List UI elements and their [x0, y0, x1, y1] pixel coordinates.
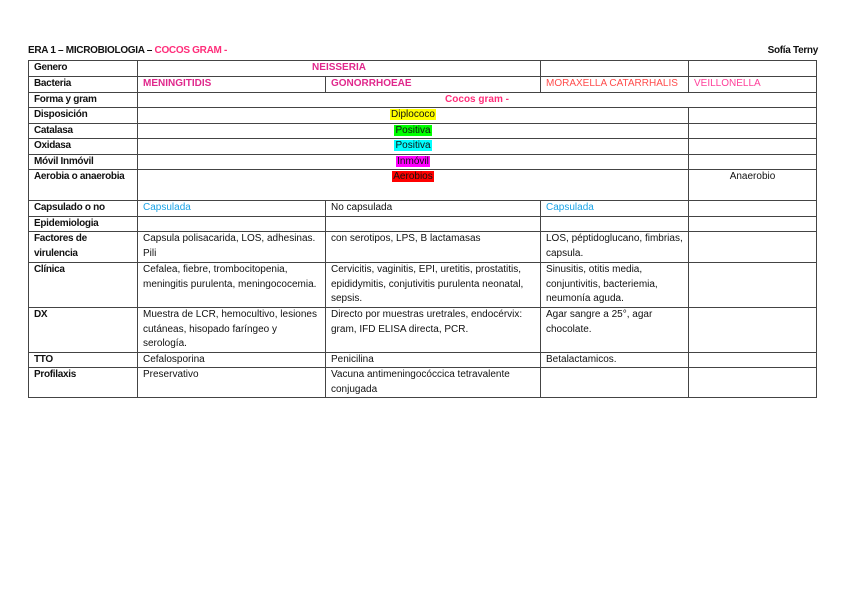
value-cell: [138, 154, 689, 170]
row-clinica: [29, 263, 817, 308]
value-cell: [541, 368, 689, 398]
value-cell: [138, 170, 689, 201]
empty-cell: [541, 61, 689, 77]
row-forma: [29, 92, 817, 108]
value-cell: Sinusitis, otitis media, conjuntivitis, bacteriemia, neumonía aguda.: [541, 263, 689, 308]
row-tto: [29, 352, 817, 368]
value-cell: Capsulada: [541, 201, 689, 217]
row-label: Epidemiologia: [29, 216, 138, 232]
empty-cell: [689, 108, 817, 124]
row-movil: [29, 154, 817, 170]
title-text: ERA 1 – MICROBIOLOGIA –: [28, 45, 155, 56]
row-catalasa: [29, 123, 817, 139]
bacteria-cell: MORAXELLA CATARRHALIS: [541, 76, 689, 92]
value-cell: [138, 123, 689, 139]
row-label: Bacteria: [29, 76, 138, 92]
row-disposicion: [29, 108, 817, 124]
row-bacteria: [29, 76, 817, 92]
row-aerobia: [29, 170, 817, 201]
row-label: TTO: [29, 352, 138, 368]
row-label: Factores de virulencia: [29, 232, 138, 263]
value-cell: No capsulada: [326, 201, 541, 217]
value-cell: Capsulada: [138, 201, 326, 217]
value-cell: [138, 216, 326, 232]
value-cell: [689, 216, 817, 232]
row-label: Catalasa: [29, 123, 138, 139]
value-cell: [689, 263, 817, 308]
value-cell: Cefalosporina: [138, 352, 326, 368]
empty-cell: [689, 61, 817, 77]
row-label: Aerobia o anaerobia: [29, 170, 138, 201]
value-cell: Capsula polisacarida, LOS, adhesinas. Pili: [138, 232, 326, 263]
value-cell: [689, 308, 817, 353]
veillonella-cell: Anaerobio: [689, 170, 817, 201]
value-cell: [689, 368, 817, 398]
row-label: Capsulado o no: [29, 201, 138, 217]
highlighted-value: Positiva: [395, 124, 431, 136]
value-cell: Cefalea, fiebre, trombocitopenia, meningitis purulenta, meningococemia.: [138, 263, 326, 308]
value-cell: Vacuna antimeningocóccica tetravalente conjugada: [326, 368, 541, 398]
highlighted-value: Positiva: [395, 140, 431, 151]
value-cell: LOS, péptidoglucano, fimbrias, capsula.: [541, 232, 689, 263]
forma-cell: Cocos gram -: [138, 92, 817, 108]
value-cell: [689, 232, 817, 263]
value-cell: Betalactamicos.: [541, 352, 689, 368]
row-label: DX: [29, 308, 138, 353]
bacteria-cell: MENINGITIDIS: [138, 76, 326, 92]
value-cell: [689, 352, 817, 368]
row-label: Oxidasa: [29, 139, 138, 155]
value-cell: [326, 216, 541, 232]
row-label: Profilaxis: [29, 368, 138, 398]
microbiology-table: [28, 60, 817, 398]
row-oxidasa: [29, 139, 817, 155]
value-cell: [689, 201, 817, 217]
row-label: Disposición: [29, 108, 138, 124]
value-cell: Cervicitis, vaginitis, EPI, uretitis, prostatitis, epididymitis, conjutivitis purulenta neonatal, sepsis.: [326, 263, 541, 308]
document-title: [28, 45, 227, 56]
highlighted-value: Aerobios: [393, 171, 433, 182]
row-label: Móvil Inmóvil: [29, 154, 138, 170]
value-cell: [541, 216, 689, 232]
row-dx: [29, 308, 817, 353]
empty-cell: [689, 123, 817, 139]
highlighted-value: Diplococo: [391, 109, 435, 120]
row-genero: [29, 61, 817, 77]
value-cell: [138, 108, 689, 124]
row-factores: [29, 232, 817, 263]
row-capsulado: [29, 201, 817, 217]
value-cell: Preservativo: [138, 368, 326, 398]
value-cell: con serotipos, LPS, B lactamasas: [326, 232, 541, 263]
bacteria-cell: GONORRHOEAE: [326, 76, 541, 92]
value-cell: Directo por muestras uretrales, endocérvix: gram, IFD ELISA directa, PCR.: [326, 308, 541, 353]
author: Sofía Terny: [767, 45, 818, 56]
value-cell: Agar sangre a 25°, agar chocolate.: [541, 308, 689, 353]
empty-cell: [689, 139, 817, 155]
row-profilaxis: [29, 368, 817, 398]
row-label: Forma y gram: [29, 92, 138, 108]
empty-cell: [689, 154, 817, 170]
highlighted-value: Inmóvil: [397, 155, 429, 167]
value-cell: Penicilina: [326, 352, 541, 368]
row-label: Clínica: [29, 263, 138, 308]
row-label: Genero: [29, 61, 138, 77]
row-epidemiologia: [29, 216, 817, 232]
value-cell: Muestra de LCR, hemocultivo, lesiones cutáneas, hisopado faríngeo y serología.: [138, 308, 326, 353]
title-accent: COCOS GRAM -: [154, 45, 228, 56]
genus-cell: NEISSERIA: [138, 61, 541, 77]
value-cell: [138, 139, 689, 155]
bacteria-cell: VEILLONELLA: [689, 76, 817, 92]
